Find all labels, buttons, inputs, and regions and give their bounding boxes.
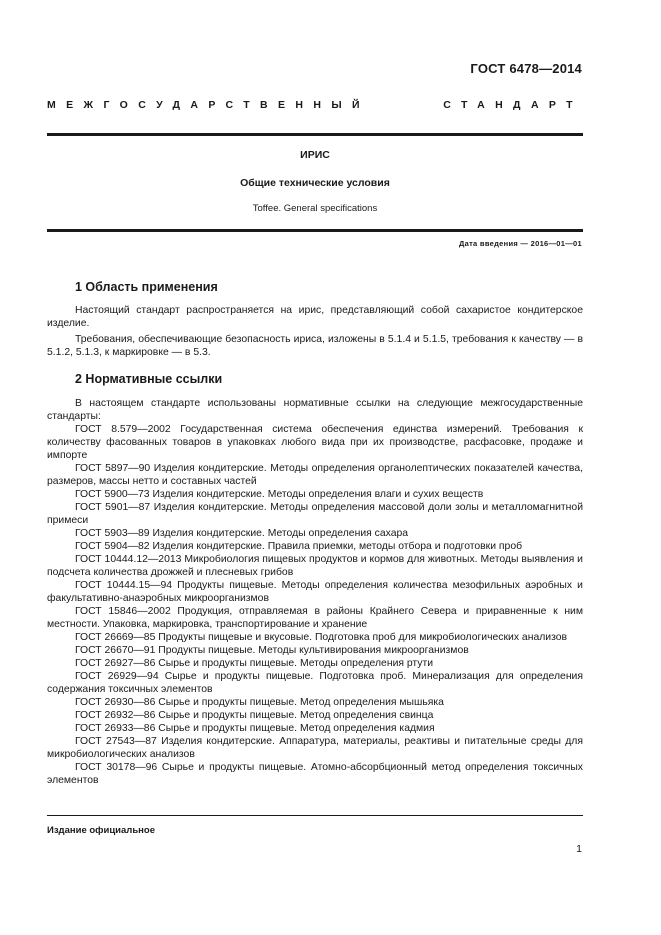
reference-item: ГОСТ 5897—90 Изделия кондитерские. Методы определения органолептических показателей качества, размеров, массы нетто и составных частей: [47, 463, 583, 487]
reference-item: ГОСТ 26669—85 Продукты пищевые и вкусовые. Подготовка проб для микробиологических анализов: [75, 632, 568, 643]
reference-item: ГОСТ 26929—94 Сырье и продукты пищевые. Подготовка проб. Минерализация для определения содержания токсичных элементов: [47, 671, 583, 695]
reference-item: ГОСТ 8.579—2002 Государственная система обеспечения единства измерений. Требования к количеству фасованных товаров в упаковках любого вида при их производстве, расфасовке, продаже и импорте: [47, 424, 583, 461]
title-divider: [47, 229, 583, 232]
reference-item: ГОСТ 10444.15—94 Продукты пищевые. Методы определения количества мезофильных аэробных и факультативно-анаэробных микроорганизмов: [47, 580, 583, 604]
section-2-heading: 2 Нормативные ссылки: [75, 372, 223, 386]
reference-item: ГОСТ 27543—87 Изделия кондитерские. Аппаратура, материалы, реактивы и питательные среды для микробиологических анализов: [47, 736, 583, 760]
reference-item: ГОСТ 5900—73 Изделия кондитерские. Методы определения влаги и сухих веществ: [75, 489, 484, 500]
document-title: ИРИС: [300, 149, 330, 161]
reference-item: ГОСТ 5901—87 Изделия кондитерские. Методы определения массовой доли золы и металломагнитной примеси: [47, 502, 583, 526]
section-2-intro: В настоящем стандарте использованы нормативные ссылки на следующие межгосударственные стандарты:: [47, 398, 583, 422]
introduction-date: Дата введения — 2016—01—01: [458, 239, 582, 248]
standard-type-left: МЕЖГОСУДАРСТВЕННЫЙ: [47, 99, 370, 111]
document-subtitle: Общие технические условия: [240, 177, 390, 189]
section-1-paragraph: Настоящий стандарт распространяется на ирис, представляющий собой сахаристое кондитерское изделие.: [47, 305, 583, 329]
top-divider: [47, 133, 583, 136]
reference-item: ГОСТ 15846—2002 Продукция, отправляемая в районы Крайнего Севера и приравненные к ним местности. Упаковка, маркировка, транспортирование и хранение: [47, 606, 583, 630]
reference-item: ГОСТ 26670—91 Продукты пищевые. Методы культивирования микроорганизмов: [75, 645, 469, 656]
reference-item: ГОСТ 5903—89 Изделия кондитерские. Методы определения сахара: [75, 528, 409, 539]
reference-item: ГОСТ 26930—86 Сырье и продукты пищевые. Метод определения мышьяка: [75, 697, 444, 708]
page-number: 1: [576, 843, 582, 855]
section-1-paragraph: Требования, обеспечивающие безопасность ириса, изложены в 5.1.4 и 5.1.5, требования к качеству — в 5.1.2, 5.1.3, к маркировке — в 5.3.: [47, 334, 583, 358]
reference-item: ГОСТ 10444.12—2013 Микробиология пищевых продуктов и кормов для животных. Методы выявления и подсчета количества дрожжей и плесневых грибов: [47, 554, 583, 578]
official-publication-label: Издание официальное: [47, 825, 155, 836]
reference-item: ГОСТ 5904—82 Изделия кондитерские. Правила приемки, методы отбора и подготовки проб: [75, 541, 523, 552]
reference-item: ГОСТ 30178—96 Сырье и продукты пищевые. Атомно-абсорбционный метод определения токсичных элементов: [47, 762, 583, 786]
section-1-heading: 1 Область применения: [75, 280, 218, 294]
document-code: ГОСТ 6478—2014: [470, 61, 582, 76]
english-title: Toffee. General specifications: [252, 203, 378, 214]
reference-item: ГОСТ 26933—86 Сырье и продукты пищевые. Метод определения кадмия: [75, 723, 435, 734]
section-1-body: [47, 304, 583, 359]
reference-item: ГОСТ 26927—86 Сырье и продукты пищевые. Методы определения ртути: [75, 658, 434, 669]
footer-divider: [47, 815, 583, 816]
standard-type-right: СТАНДАРТ: [443, 99, 583, 111]
section-2-body: [47, 397, 583, 787]
reference-item: ГОСТ 26932—86 Сырье и продукты пищевые. Метод определения свинца: [75, 710, 434, 721]
